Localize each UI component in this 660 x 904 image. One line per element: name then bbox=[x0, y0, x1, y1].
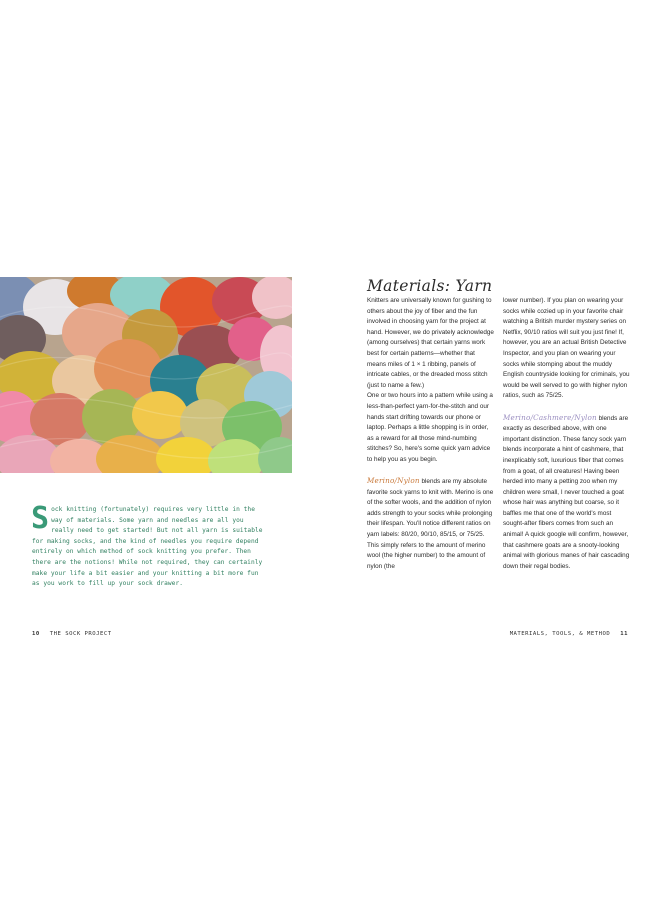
page-number-right: 11 bbox=[620, 631, 628, 637]
running-head-left: THE SOCK PROJECT bbox=[49, 631, 112, 637]
paragraph-shopping: One or two hours into a pattern while using a less-than-perfect yarn-for-the-stitch and our hands start drifting towards our phone or laptop. Perhaps a little shopping is in order, as a reward for all those mind-numbing stitches? So, here's some quick yarn advice to help you as you begin. bbox=[367, 392, 493, 463]
intro-paragraph bbox=[31, 501, 264, 590]
folio-right bbox=[510, 631, 628, 637]
yarn-photo bbox=[0, 277, 292, 473]
folio-left bbox=[32, 631, 112, 637]
paragraph-merino-nylon-text: blends are my absolute favorite sock yarns to knit with. Merino is one of the softer wools, and the addition of nylon adds strength to your socks while prolonging their lifespan. You'll notice different ratios on yarn labels: 80/20, 90/10, 85/15, or 75/25. This simply refers to the amount of merino wool (the higher number) to the amount of nylon (the bbox=[367, 478, 494, 570]
section-heading: Materials: Yarn bbox=[367, 277, 493, 295]
subheading-merino-cashmere-nylon: Merino/Cashmere/Nylon bbox=[503, 412, 597, 422]
running-head-right: MATERIALS, TOOLS, & METHOD bbox=[509, 631, 611, 637]
text-column-2 bbox=[503, 296, 631, 572]
paragraph-cashmere-text: blends are exactly as described above, with one important distinction. These fancy sock yarn blends incorporate a hint of cashmere, that inexplicably soft, luxurious fiber that comes from a goat, of all creatures! Having been herded into many a petting zoo when my children were small, I never touched a goat whose hair was anything but coarse, so it baffles me that one of the world's most sought-after fibers comes from such an animal! A quick google will confirm, however, that cashmere goats are a snooty-looking animal with glorious manes of hair cascading down their regal bodies. bbox=[503, 414, 630, 570]
paragraph-merino-nylon bbox=[367, 476, 495, 572]
paragraph-intro: Knitters are universally known for gushing to others about the joy of fiber and the fun involved in choosing yarn for the project at hand. However, we do privately acknowledge (among ourselves) that certain yarns work best for certain patterns—whether that means miles of 1 × 1 ribbing, panels of intricate cables, or the dreaded moss stitch (just to name a few.) bbox=[367, 297, 494, 389]
intro-text: ock knitting (fortunately) requires very little in the way of materials. Some yarn and needles are all you really need to get started! But not all yarn is suitable for making socks, and the kind of needles you require depend entirely on which method of sock knitting you prefer. Then there are the notions! While not required, they can certainly make your life a bit easier and your knitting a bit more fun as you work to fill up your sock drawer. bbox=[32, 506, 263, 588]
page-number-left: 10 bbox=[32, 631, 40, 637]
paragraph-ratios: lower number). If you plan on wearing your socks while cozied up in your favorite chair watching a British murder mystery series on Netflix, 90/10 ratios will suit you just fine! If, however, you are an actual British Detective Inspector, and you plan on wearing your socks while stomping about the muddy English countryside looking for criminals, you would be well served to go with higher nylon ratios, such as 75/25. bbox=[503, 297, 630, 400]
drop-cap: S bbox=[31, 501, 50, 536]
paragraph-merino-cashmere-nylon bbox=[503, 413, 631, 573]
text-column-1 bbox=[367, 296, 495, 572]
subheading-merino-nylon: Merino/Nylon bbox=[367, 476, 420, 486]
